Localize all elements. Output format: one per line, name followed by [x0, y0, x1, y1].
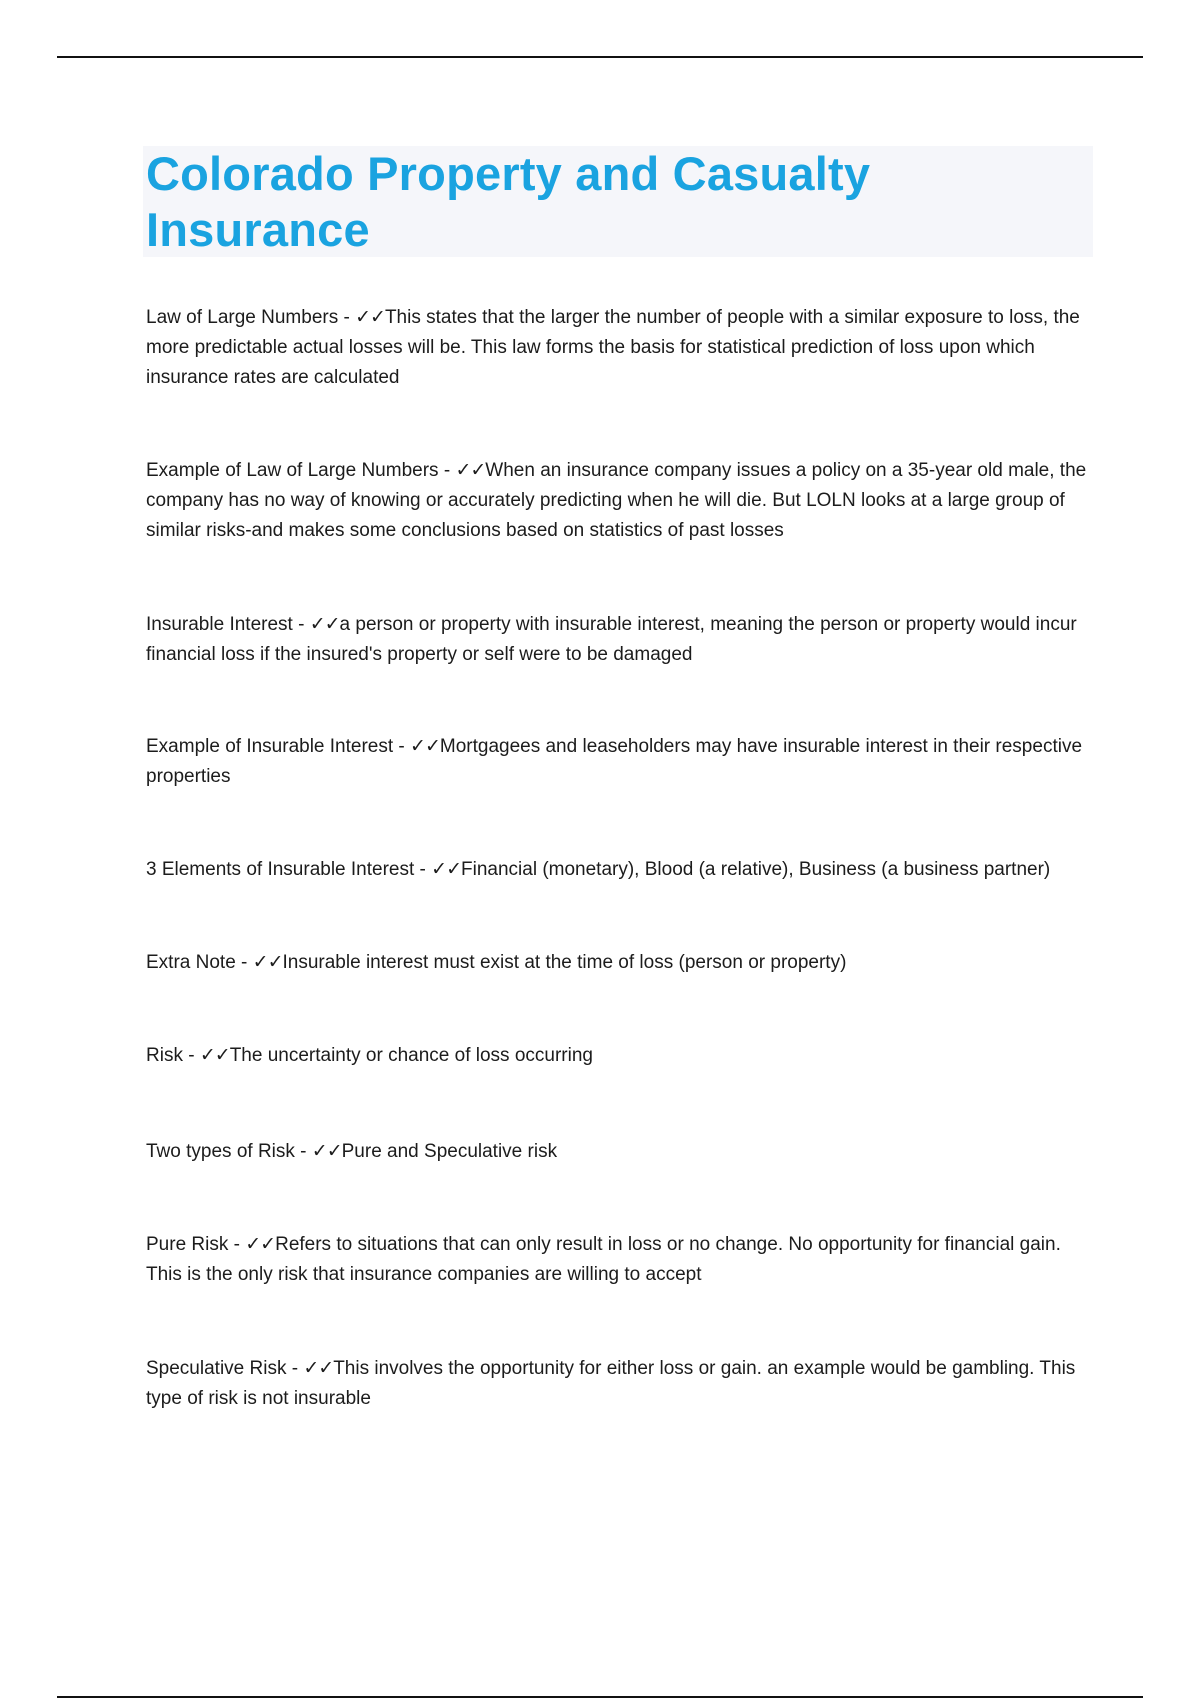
entry-definition: Pure and Speculative risk [341, 1141, 558, 1162]
double-check-icon: ✓✓ [199, 1044, 230, 1066]
double-check-icon: ✓✓ [303, 1357, 334, 1379]
entry-separator: - [294, 1141, 312, 1162]
entry-term: Speculative Risk [146, 1358, 287, 1379]
flashcard-entry [146, 854, 1096, 885]
entry-definition: When an insurance company issues a policy on a 35-year old male, the company has no way of knowing or accurately predicting when he will die. But LOLN looks at a large group of similar risks-and makes some conclusions based on statistics of past losses [146, 460, 1087, 541]
entry-term: Example of Law of Large Numbers [146, 460, 439, 481]
flashcard-entry [146, 609, 1096, 670]
flashcard-entry [146, 731, 1096, 792]
entry-separator: - [438, 460, 456, 481]
entry-term: Two types of Risk [146, 1141, 295, 1162]
double-check-icon: ✓✓ [455, 459, 486, 481]
entry-definition: This states that the larger the number of people with a similar exposure to loss, the more predictable actual losses will be. This law forms the basis for statistical prediction of loss upon which insurance rates are calculated [146, 307, 1080, 388]
entry-term: Extra Note [146, 952, 236, 973]
entry-definition: a person or property with insurable interest, meaning the person or property would incur financial loss if the insured's property or self were to be damaged [146, 614, 1077, 665]
entry-term: Insurable Interest [146, 614, 293, 635]
flashcard-entry [146, 1040, 1096, 1071]
flashcard-entry [146, 1353, 1096, 1414]
entry-separator: - [393, 736, 411, 757]
entry-separator: - [286, 1358, 304, 1379]
entry-separator: - [182, 1045, 200, 1066]
entry-definition: The uncertainty or chance of loss occurring [229, 1045, 593, 1066]
entry-definition: Financial (monetary), Blood (a relative), Business (a business partner) [461, 859, 1051, 880]
entry-separator: - [338, 307, 356, 328]
entry-definition: Refers to situations that can only result in loss or no change. No opportunity for financial gain. This is the only risk that insurance companies are willing to accept [146, 1234, 1061, 1285]
flashcard-entry [146, 1136, 1096, 1167]
double-check-icon: ✓✓ [309, 613, 340, 635]
double-check-icon: ✓✓ [410, 735, 440, 757]
entry-term: Law of Large Numbers [146, 307, 339, 328]
entry-term: Risk [146, 1045, 183, 1066]
bottom-divider [57, 1696, 1143, 1698]
title-banner [143, 146, 1093, 257]
entry-separator: - [235, 952, 253, 973]
document-title: Colorado Property and Casualty Insurance [146, 147, 871, 256]
entry-definition: Insurable interest must exist at the time of loss (person or property) [282, 952, 847, 973]
double-check-icon: ✓✓ [311, 1140, 342, 1162]
double-check-icon: ✓✓ [245, 1233, 276, 1255]
flashcard-entry [146, 302, 1096, 393]
flashcard-list [146, 302, 1096, 1414]
entry-term: 3 Elements of Insurable Interest [146, 859, 415, 880]
double-check-icon: ✓✓ [252, 951, 283, 973]
entry-separator: - [414, 859, 432, 880]
entry-separator: - [292, 614, 310, 635]
flashcard-entry [146, 1229, 1096, 1290]
flashcard-entry [146, 455, 1096, 546]
entry-term: Pure Risk [146, 1234, 229, 1255]
flashcard-entry [146, 947, 1096, 978]
entry-definition: Mortgagees and leaseholders may have insurable interest in their respective properties [146, 736, 1083, 787]
double-check-icon: ✓✓ [355, 306, 385, 328]
entry-term: Example of Insurable Interest [146, 736, 394, 757]
top-divider [57, 56, 1143, 58]
entry-separator: - [228, 1234, 246, 1255]
entry-definition: This involves the opportunity for either loss or gain. an example would be gambling. This type of risk is not insurable [146, 1358, 1076, 1409]
double-check-icon: ✓✓ [431, 858, 461, 880]
